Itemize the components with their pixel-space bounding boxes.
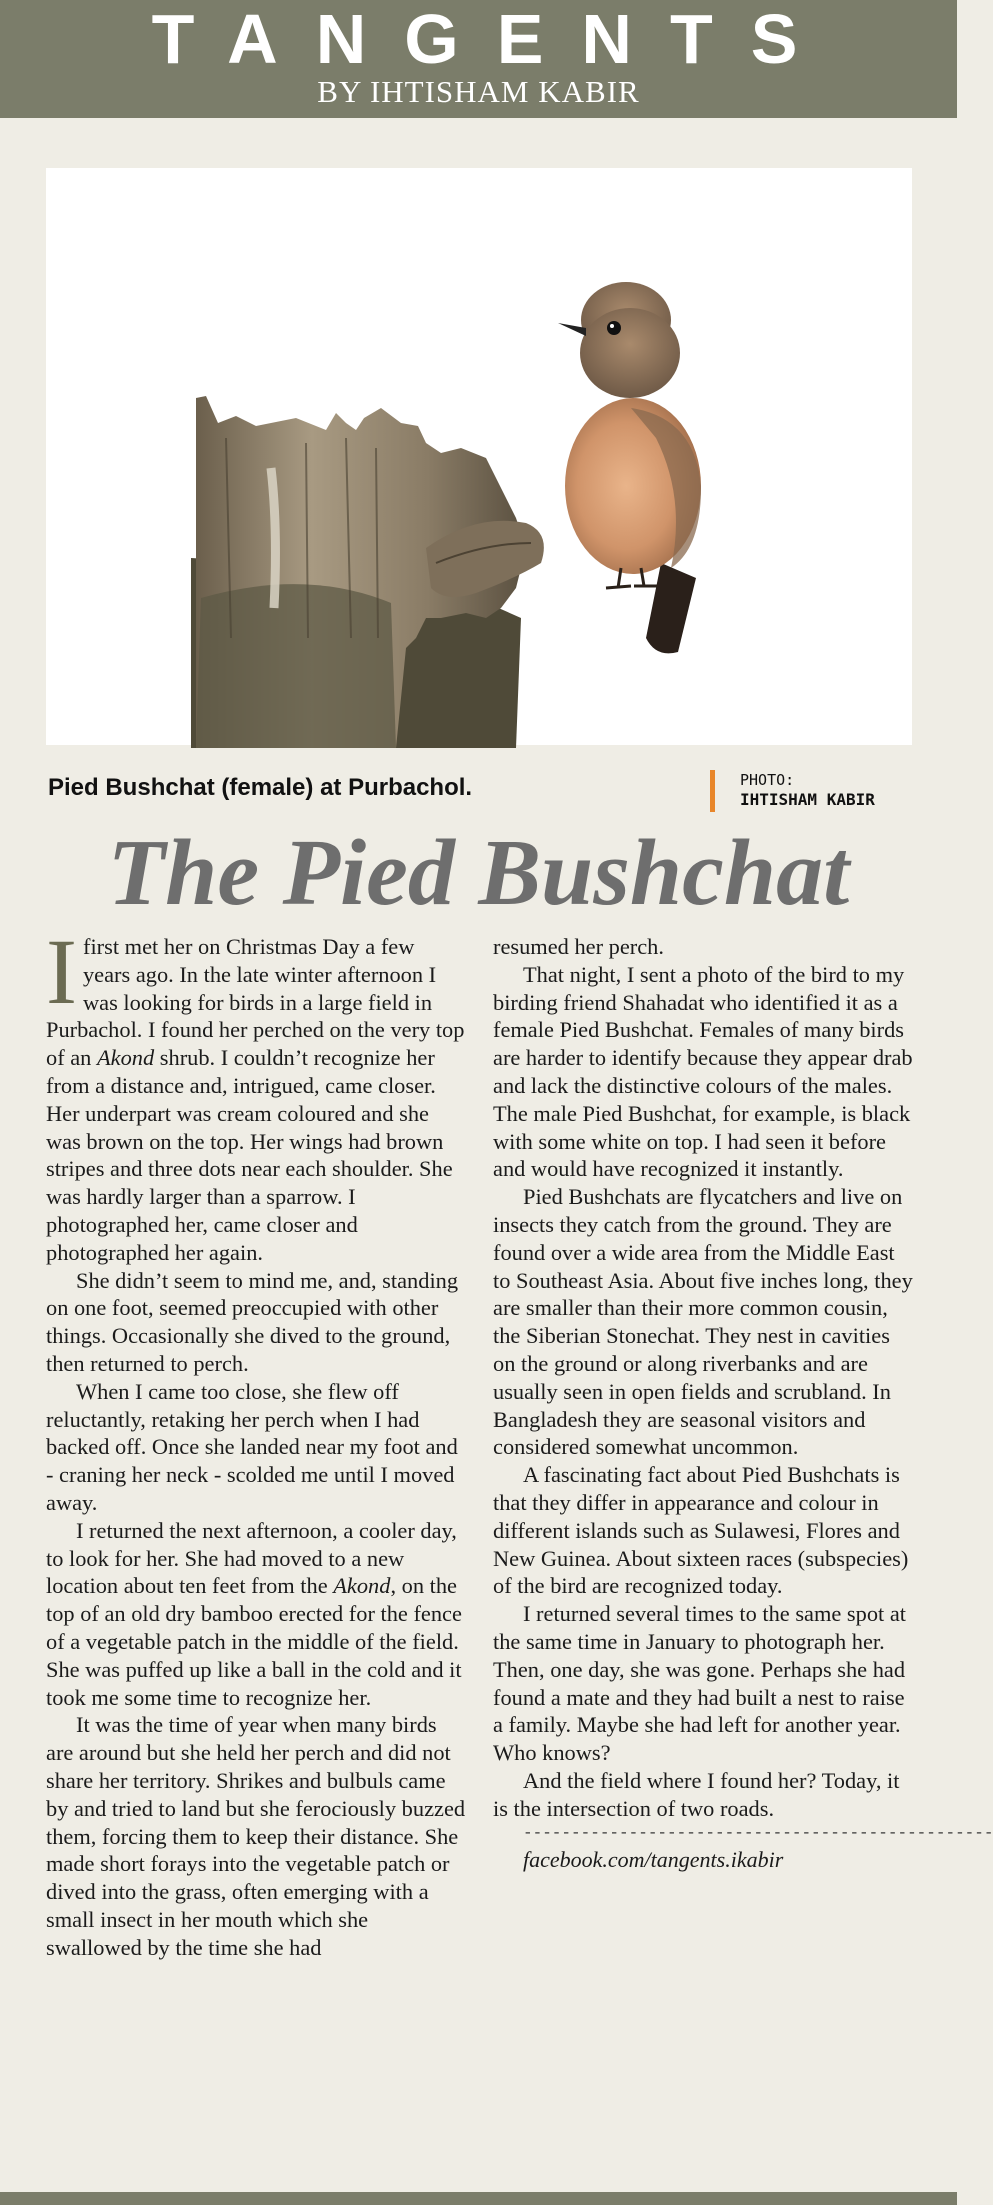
paragraph-8: A fascinating fact about Pied Bushchats is that they differ in appearance and colour in different islands such as Sulawesi, Flores and New Guinea. About sixteen races (subspecies) of the bird are recognized today. [493,1462,909,1599]
paragraph-10: And the field where I found her? Today, it is the intersection of two roads. [493,1767,900,1821]
paragraph-6: That night, I sent a photo of the bird to my birding friend Shahadat who identified it as a female Pied Bushchat. Females of many birds are harder to identify because they appear drab and lack the distinctive colours of the males. The male Pied Bushchat, for example, is black with some white on top. I had seen it before and would have recognized it instantly. [493,961,913,1182]
facebook-link[interactable]: facebook.com/tangents.ikabir [523,1846,784,1872]
drop-cap: I [46,921,77,1024]
photo-credit-label: PHOTO: [740,771,795,789]
paragraph-5: It was the time of year when many birds are around but she held her perch and did not share her territory. Shrikes and bulbuls came by and tried to land but she ferociously buzzed them, forcing them to keep their distance. She made short forays into the vegetable patch or dived into the grass, often emerging with a small insect in her mouth which she swallowed by the time she had [46,1712,466,1960]
photo-credit [740,770,875,810]
separator-line: ------------------------------------------------- [523,1823,993,1842]
akond-term: Akond [333,1573,391,1599]
paragraph-1: I first met her on Christmas Day a few years ago. In the late winter afternoon I was looking for birds in a large field in Purbachol. I found her perched on the very top of an Akond shrub. I couldn’t recognize her from a distance and, intrigued, came closer. Her underpart was cream coloured and she was brown on the top. Her wings had brown stripes and three dots near each shoulder. She was hardly larger than a sparrow. I photographed her, came closer and photographed her again. [46,921,465,1265]
akond-term: Akond [96,1045,155,1071]
photo-caption: Pied Bushchat (female) at Purbachol. [48,774,473,801]
article-column-left [46,921,466,1961]
bottom-bar [0,2192,957,2205]
bird-photo [46,168,912,745]
photo-credit-name: IHTISHAM KABIR [740,790,875,809]
masthead-byline: BY IHTISHAM KABIR [317,74,640,109]
masthead-title: TANGENTS [151,0,836,78]
paragraph-3: When I came too close, she flew off reluctantly, retaking her perch when I had backed off. Once she landed near my foot and - craning her neck - scolded me until I moved away. [46,1378,458,1515]
masthead [0,0,957,118]
pied-bushchat-illustration [46,168,912,745]
article-column-right-flow [493,933,993,1877]
paragraph-2: She didn’t seem to mind me, and, standing on one foot, seemed preoccupied with other things. Occasionally she dived to the ground, then returned to perch. [46,1267,459,1376]
credit-accent-bar [710,770,715,812]
paragraph-4: I returned the next afternoon, a cooler day, to look for her. She had moved to a new location about ten feet from the Akond, on the top of an old dry bamboo erected for the fence of a vegetable patch in the middle of the field. She was puffed up like a ball in the cold and it took me some time to recognize her. [46,1517,462,1710]
paragraph-9: I returned several times to the same spot at the same time in January to photograph her. Then, one day, she was gone. Perhaps she had found a mate and they had built a nest to raise a family. Maybe she had left for another year. Who knows? [493,1601,907,1766]
article-headline: The Pied Bushchat [107,821,850,925]
paragraph-5-continued: resumed her perch. [493,934,664,959]
paragraph-7: Pied Bushchats are flycatchers and live on insects they catch from the ground. They are found over a wide area from the Middle East to Southeast Asia. About five inches long, they are smaller than their more common cousin, the Siberian Stonechat. They nest in cavities on the ground or along riverbanks and are usually seen in open fields and scrubland. In Bangladesh they are seasonal visitors and considered somewhat uncommon. [493,1184,913,1460]
